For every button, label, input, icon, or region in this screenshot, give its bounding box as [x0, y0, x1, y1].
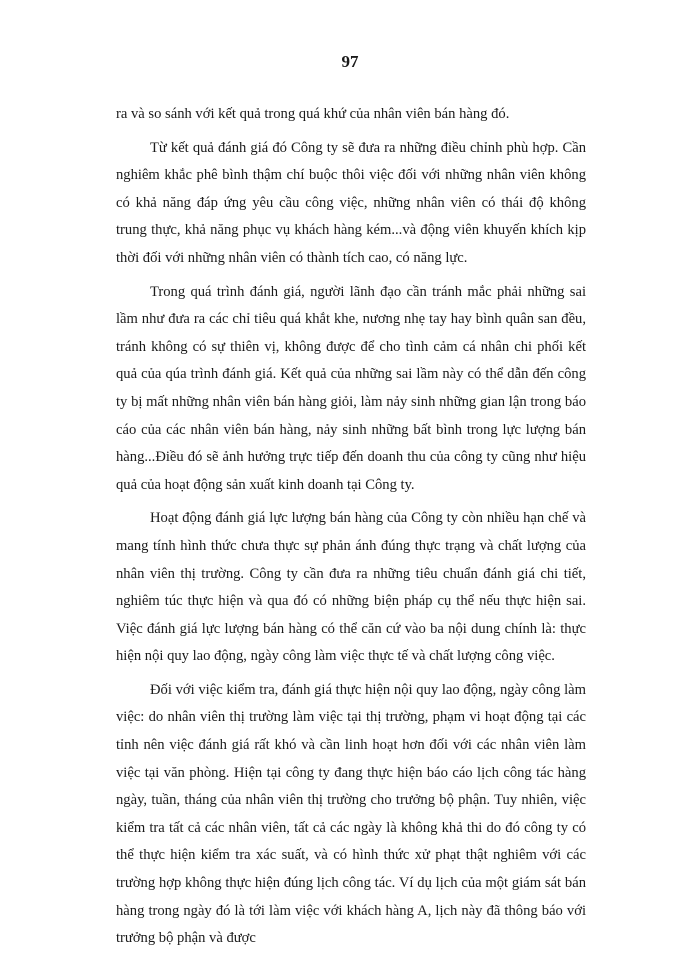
page-number: 97 [341, 52, 359, 71]
paragraph-3: Trong quá trình đánh giá, người lãnh đạo cần tránh mắc phải những sai lầm như đưa ra các chỉ tiêu quá khắt khe, nương nhẹ tay hay bình quân san đều, tránh không có sự thiên vị, không được để cho tình cảm cá nhân chi phối kết quả của qúa trình đánh giá. Kết quả của những sai lầm này có thể dẫn đến công ty bị mất những nhân viên bán hàng giỏi, làm nảy sinh những gian lận trong báo cáo của các nhân viên bán hàng, nảy sinh những bất bình trong lực lượng bán hàng...Điều đó sẽ ảnh hưởng trực tiếp đến doanh thu của công ty cũng như hiệu quả của hoạt động sản xuất kinh doanh tại Công ty. [116, 283, 586, 493]
paragraph-2: Từ kết quả đánh giá đó Công ty sẽ đưa ra những điều chỉnh phù hợp. Cần nghiêm khắc phê bình thậm chí buộc thôi việc đối với những nhân viên không có khả năng đáp ứng yêu cầu công việc, những nhân viên có thái độ không trung thực, khả năng phục vụ khách hàng kém...và động viên khuyến khích kịp thời đối với những nhân viên có thành tích cao, có năng lực. [116, 139, 586, 266]
paragraph-1: ra và so sánh với kết quả trong quá khứ của nhân viên bán hàng đó. [116, 106, 510, 122]
paragraph-4: Hoạt động đánh giá lực lượng bán hàng của Công ty còn nhiều hạn chế và mang tính hình thức chưa thực sự phản ánh đúng thực trạng và chất lượng của nhân viên thị trường. Công ty cần đưa ra những tiêu chuẩn đánh giá chi tiết, nghiêm túc thực hiện và qua đó có những biện pháp cụ thể nếu thực hiện sai. Việc đánh giá lực lượng bán hàng có thể căn cứ vào ba nội dung chính là: thực hiện nội quy lao động, ngày công làm việc thực tế và chất lượng công việc. [116, 510, 586, 665]
body-text [116, 101, 586, 959]
paragraph-5: Đối với việc kiểm tra, đánh giá thực hiện nội quy lao động, ngày công làm việc: do nhân viên thị trường làm việc tại thị trường, phạm vi hoạt động tại các tỉnh nên việc đánh giá rất khó và cần linh hoạt hơn đối với các nhân viên làm việc tại văn phòng. Hiện tại công ty đang thực hiện báo cáo lịch công tác hàng ngày, tuần, tháng của nhân viên thị trường cho trưởng bộ phận. Tuy nhiên, việc kiểm tra tất cả các nhân viên, tất cả các ngày là không khả thi do đó công ty có thể thực hiện kiểm tra xác suất, và có hình thức xử phạt thật nghiêm với các trường hợp không thực hiện đúng lịch công tác. Ví dụ lịch của một giám sát bán hàng trong ngày đó là tới làm việc với khách hàng A, lịch này đã thông báo với trưởng bộ phận và được [116, 681, 586, 947]
